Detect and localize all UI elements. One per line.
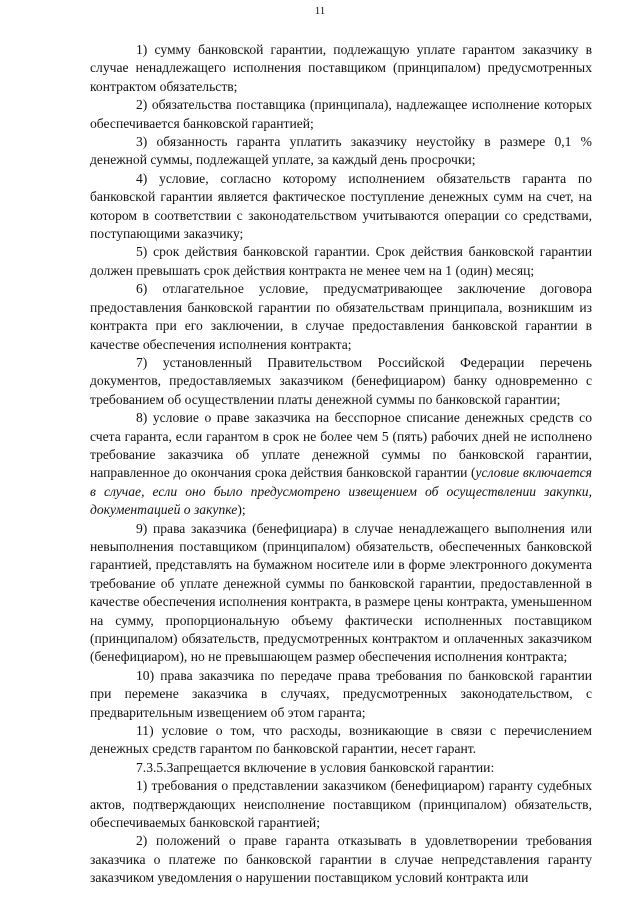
page-number: 11 bbox=[314, 5, 326, 17]
prohibited-item-2: 2) положений о праве гаранта отказывать в удовлетворении требования заказчика о платеже по банковской гарантии в случае непредставления гаранту заказчиком уведомления о нарушении поставщиком условий контракта или bbox=[90, 833, 592, 886]
paragraph-item-4: 4) условие, согласно которому исполнением обязательств гаранта по банковской гарантии является фактическое поступление денежных сумм на счет, на котором в соответствии с законодательством учитываются операции со средствами, поступающими заказчику; bbox=[90, 170, 592, 242]
paragraph-8-open: ( bbox=[467, 465, 476, 481]
paragraph-item-8 bbox=[90, 409, 592, 519]
paragraph-item-6: 6) отлагательное условие, предусматривающее заключение договора предоставления банковской гарантии по обязательствам принципала, возникшим из контракта при его заключении, в случае предоставления банковской гарантии в качестве обеспечения исполнения контракта; bbox=[90, 281, 592, 352]
paragraph-item-10: 10) права заказчика по передаче права требования по банковской гарантии при перемене заказчика в случаях, предусмотренных законодательством, с предварительным извещением об этом гаранта; bbox=[90, 667, 592, 720]
section-7-3-5-heading: 7.3.5.Запрещается включение в условия банковской гарантии: bbox=[136, 759, 495, 775]
paragraph-8-note: условие включается в случае, если оно было предусмотрено извещением об осуществлении закупки, документацией о закупке bbox=[90, 465, 592, 518]
paragraph-item-2: 2) обязательства поставщика (принципала), надлежащее исполнение которых обеспечивается банковской гарантией; bbox=[90, 97, 592, 131]
paragraph-8-main: 8) условие о праве заказчика на бесспорное списание денежных средств со счета гаранта, если гарантом в срок не более чем 5 (пять) рабочих дней не исполнено требование заказчика об уплате денежной суммы по банковской гарантии, направленное до окончания срока действия банковской гарантии bbox=[90, 410, 592, 481]
paragraph-item-11: 11) условие о том, что расходы, возникающие в связи с перечислением денежных средств гарантом по банковской гарантии, несет гарант. bbox=[90, 723, 592, 757]
paragraph-item-1: 1) сумму банковской гарантии, подлежащую уплате гарантом заказчику в случае ненадлежащего исполнения поставщиком (принципалом) предусмотренных контрактом обязательств; bbox=[90, 42, 592, 94]
paragraph-item-7: 7) установленный Правительством Российской Федерации перечень документов, предоставляемых заказчиком (бенефициаром) банку одновременно с требованием об осуществлении платы денежной суммы по банковской гарантии; bbox=[90, 354, 592, 407]
paragraph-item-5: 5) срок действия банковской гарантии. Срок действия банковской гарантии должен превышать срок действия контракта не менее чем на 1 (один) месяц; bbox=[90, 244, 592, 278]
paragraph-8-close: ); bbox=[237, 502, 246, 518]
document-body bbox=[90, 41, 592, 888]
prohibited-item-1: 1) требования о представлении заказчиком (бенефициаром) гаранту судебных актов, подтверждающих неисполнение поставщиком (принципалом) обязательств, обеспечиваемых банковской гарантией; bbox=[90, 778, 592, 831]
paragraph-item-9: 9) права заказчика (бенефициара) в случае ненадлежащего выполнения или невыполнения поставщиком (принципалом) обязательств, обеспеченных банковской гарантией, представлять на бумажном носителе или в форме электронного документа требование об уплате денежной суммы по банковской гарантии, предоставленной в качестве обеспечения исполнения контракта, в размере цены контракта, уменьшенном на сумму, пропорциональную объему фактически исполненных поставщиком (принципалом) обязательств, предусмотренных контрактом и оплаченных заказчиком (бенефициаром), но не превышающем размер обеспечения исполнения контракта; bbox=[90, 520, 592, 665]
paragraph-item-3: 3) обязанность гаранта уплатить заказчику неустойку в размере 0,1 % денежной суммы, подлежащей уплате, за каждый день просрочки; bbox=[90, 134, 592, 168]
